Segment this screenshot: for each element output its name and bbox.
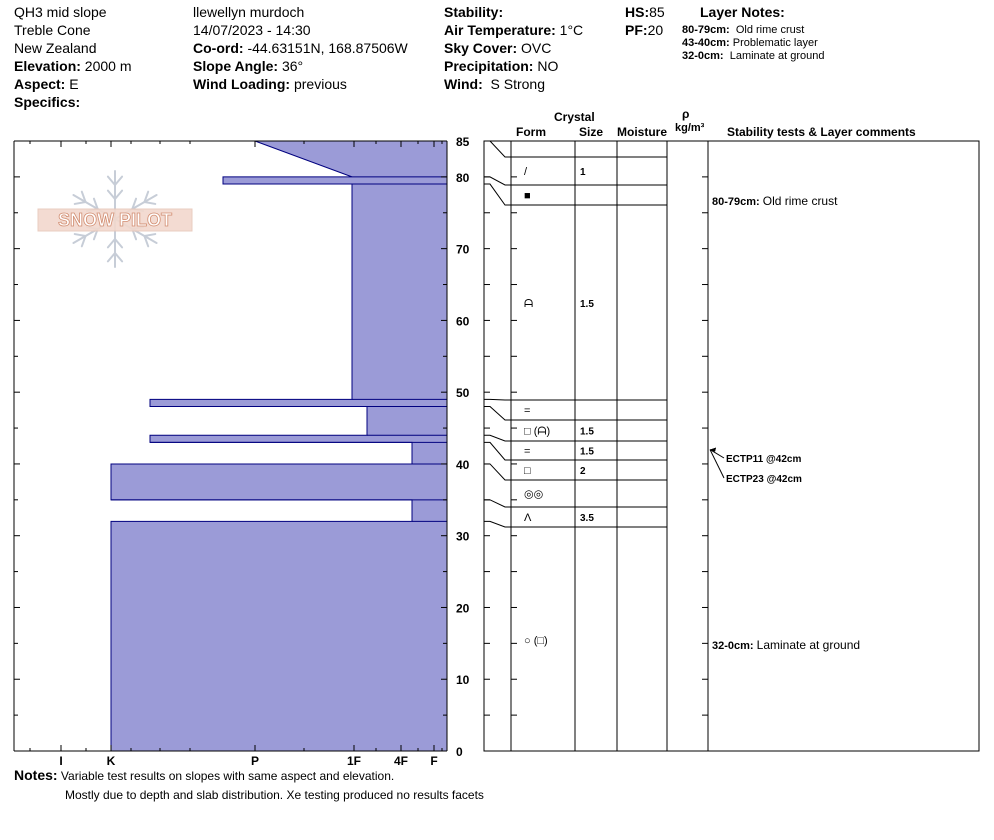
depth-connector xyxy=(484,464,511,480)
comments-header: Stability tests & Layer comments xyxy=(727,125,916,139)
layer-note-1: 80-79cm: Old rime crust xyxy=(682,24,805,36)
stability-test-label: ECTP11 @42cm xyxy=(726,454,802,465)
crystal-form-symbol: ■ xyxy=(524,190,531,202)
layer-comment: 80-79cm: Old rime crust xyxy=(712,194,838,208)
crystal-size-value: 1.5 xyxy=(580,446,594,458)
observation-datetime: 14/07/2023 - 14:30 xyxy=(193,22,311,38)
density-unit: kg/m³ xyxy=(675,122,705,134)
specifics-label: Specifics: xyxy=(14,94,81,110)
crystal-form-symbol: = xyxy=(524,405,531,417)
flake-branch xyxy=(108,177,115,185)
layer-note-3: 32-0cm: Laminate at ground xyxy=(682,50,825,62)
flake-branch xyxy=(115,177,122,185)
flake-branch xyxy=(108,191,115,199)
location-country: New Zealand xyxy=(14,40,97,56)
layer-note-2: 43-40cm: Problematic layer xyxy=(682,37,818,49)
y-tick-label: 85 xyxy=(456,135,470,149)
location-name: QH3 mid slope xyxy=(14,4,107,20)
penetration-foot: PF:20 xyxy=(625,22,664,38)
crystal-form-symbol: / xyxy=(524,166,528,178)
sky-cover: Sky Cover: OVC xyxy=(444,40,552,56)
flake-branch xyxy=(75,234,86,236)
crystal-form-symbol: = xyxy=(524,445,531,458)
stability-label: Stability: xyxy=(444,4,504,20)
layer-notes-title: Layer Notes: xyxy=(700,4,785,20)
depth-connector xyxy=(484,435,511,441)
x-tick-label: K xyxy=(106,754,116,768)
moisture-header: Moisture xyxy=(617,125,668,139)
precipitation: Precipitation: NO xyxy=(444,58,559,74)
layer-comment: 32-0cm: Laminate at ground xyxy=(712,638,861,652)
x-tick-label: P xyxy=(250,754,260,768)
depth-connector xyxy=(484,407,511,420)
x-tick-label: I xyxy=(59,754,63,768)
flake-branch xyxy=(115,253,122,261)
y-tick-label: 30 xyxy=(456,529,470,544)
depth-connector xyxy=(484,399,511,400)
flake-branch xyxy=(75,202,86,204)
stability-test-label: ECTP23 @42cm xyxy=(726,474,802,485)
y-tick-label: 60 xyxy=(456,314,470,329)
x-tick-label: 4F xyxy=(393,754,409,768)
snow-height: HS:85 xyxy=(625,4,665,20)
table-frame xyxy=(484,141,979,751)
crystal-form-symbol: □ xyxy=(524,465,531,477)
location-range: Treble Cone xyxy=(14,22,91,38)
flake-branch xyxy=(108,239,115,247)
depth-connector xyxy=(484,500,511,507)
flake-branch xyxy=(115,239,122,247)
crystal-form-symbol: Ʌ xyxy=(524,512,532,524)
observer-name: llewellyn murdoch xyxy=(193,4,305,20)
crystal-header: Crystal xyxy=(554,110,595,124)
x-tick-label: F xyxy=(430,754,438,768)
x-tick-label: 1F xyxy=(346,754,362,768)
y-tick-label: 40 xyxy=(456,457,470,472)
crystal-size-value: 2 xyxy=(580,466,586,477)
notes-line-2: Mostly due to depth and slab distribution. Xe testing produced no results facets xyxy=(65,788,484,802)
depth-connector xyxy=(484,442,511,460)
air-temperature: Air Temperature: 1°C xyxy=(444,22,584,38)
y-tick-label: 50 xyxy=(456,386,470,401)
wind: Wind: S Strong xyxy=(444,76,546,92)
flake-branch xyxy=(108,253,115,261)
hardness-area xyxy=(111,141,447,751)
y-tick-label: 10 xyxy=(456,673,470,688)
crystal-form-symbol: □ (ᗩ) xyxy=(524,425,551,438)
crystal-form-symbol: ᗩ xyxy=(524,298,534,310)
depth-connector xyxy=(484,521,511,527)
density-rho: ρ xyxy=(682,107,690,121)
logo-text: SNOW PILOT xyxy=(58,210,172,230)
y-tick-label: 80 xyxy=(456,170,470,185)
crystal-size-value: 3.5 xyxy=(580,513,594,524)
crystal-form-symbol: ○ (□) xyxy=(524,635,548,647)
crystal-size-value: 1.5 xyxy=(580,299,594,310)
elevation: Elevation: 2000 m xyxy=(14,58,132,74)
coordinates: Co-ord: -44.63151N, 168.87506W xyxy=(193,40,408,56)
hardness-profile xyxy=(111,141,447,751)
wind-loading: Wind Loading: previous xyxy=(193,76,347,92)
layer-table xyxy=(484,141,979,751)
crystal-form-symbol: ◎◎ xyxy=(524,488,544,501)
depth-connector xyxy=(484,184,511,205)
y-tick-label: 0 xyxy=(456,745,463,759)
aspect: Aspect: E xyxy=(14,76,79,92)
crystal-size-value: 1.5 xyxy=(580,426,594,438)
y-tick-label: 70 xyxy=(456,242,470,257)
slope-angle: Slope Angle: 36° xyxy=(193,58,304,74)
flake-branch xyxy=(144,234,155,236)
flake-branch xyxy=(144,202,155,204)
notes-line-1: Notes: Variable test results on slopes with same aspect and elevation. xyxy=(14,767,395,783)
flake-branch xyxy=(115,191,122,199)
y-tick-label: 20 xyxy=(456,601,470,616)
size-header: Size xyxy=(579,125,604,139)
depth-connector xyxy=(484,141,511,157)
form-header: Form xyxy=(516,125,546,139)
crystal-size-value: 1 xyxy=(580,167,586,178)
